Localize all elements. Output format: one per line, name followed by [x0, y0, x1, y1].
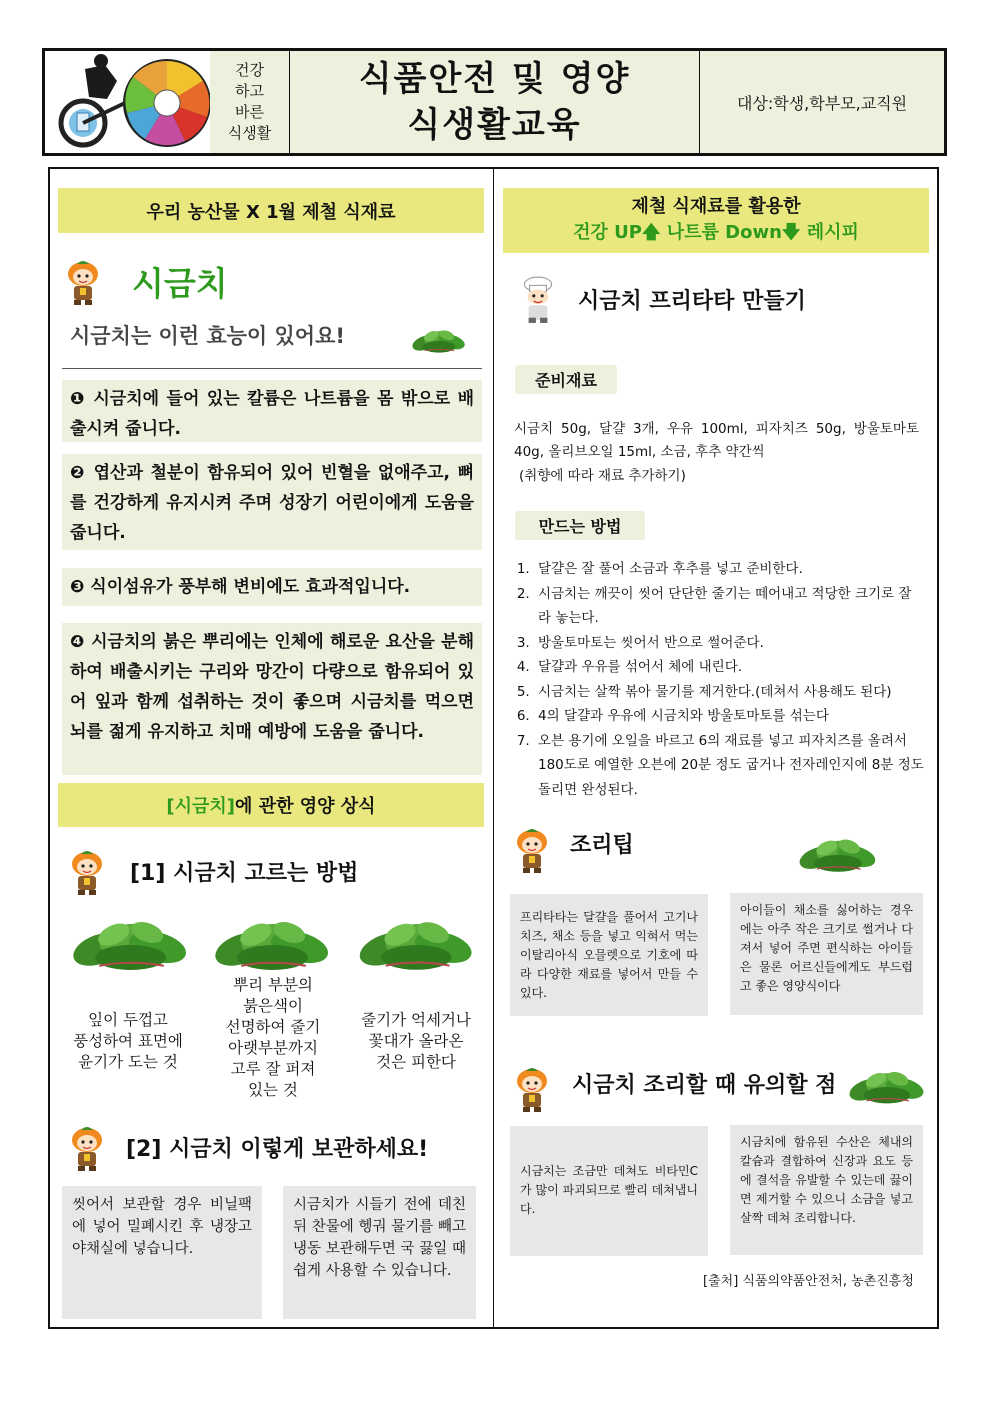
- effect-item: ❹ 시금치의 붉은 뿌리에는 인체에 해로운 요산을 분해하여 배출시키는 구리와 망간이 다량으로 함유되어 있어 잎과 함께 섭취하는 것이 좋으며 시금치를 먹으면 뇌를 젊게 유지하고 치매 예방에 도움을 줍니다.: [62, 623, 482, 775]
- left-banner-text: 우리 농산물 X 1월 제철 식재료: [146, 201, 396, 223]
- title-line-1: 식품안전 및 영양: [358, 59, 631, 99]
- header: [42, 48, 947, 156]
- slogan-line: 하고: [235, 82, 264, 100]
- healthy-eating-logo: [45, 51, 210, 153]
- mascot-icon: [67, 850, 107, 896]
- ingredients-tag: 준비재료: [515, 365, 617, 394]
- nutrition-banner: [58, 783, 484, 827]
- spinach-icon: [68, 912, 193, 978]
- effect-item: ❶ 시금치에 들어 있는 칼륨은 나트륨을 몸 밖으로 배출시켜 줍니다.: [62, 380, 482, 442]
- mascot-icon: [67, 1126, 107, 1172]
- nutrition-banner-text: 에 관한 영양 상식: [235, 796, 376, 817]
- storage-tip: 씻어서 보관할 경우 비닐팩에 넣어 밀폐시킨 후 냉장고 야채실에 넣습니다.: [62, 1186, 262, 1319]
- effects-heading: 시금치는 이런 효능이 있어요!: [70, 324, 345, 348]
- caution-heading: 시금치 조리할 때 유의할 점: [572, 1073, 837, 1098]
- spinach-icon: [846, 1066, 928, 1108]
- page-title: [290, 51, 700, 153]
- slogan: [210, 51, 290, 153]
- caution-item: 시금치에 함유된 수산은 체내의 칼슘과 결합하여 신장과 요도 등에 결석을 유발할 수 있는데 끓이면 제거할 수 있으니 소금을 넣고 살짝 데쳐 조리합니다.: [730, 1125, 923, 1255]
- recipe-step: 5. 시금치는 살짝 볶아 물기를 제거한다.(데쳐서 사용해도 된다): [534, 680, 924, 705]
- slogan-line: 건강: [235, 61, 264, 79]
- slogan-line: 식생활: [227, 124, 272, 142]
- right-banner-line-2: 건강 UP🡅 나트륨 Down🡇 레시피: [573, 221, 859, 243]
- food-name: 시금치: [132, 264, 228, 303]
- ingredients-list: 시금치 50g, 달걀 3개, 우유 100ml, 피자치즈 50g, 방울토마토 40g, 올리브오일 15ml, 소금, 후추 약간씩: [514, 421, 919, 460]
- spinach-icon: [410, 322, 468, 360]
- choose-heading: [1] 시금치 고르는 방법: [130, 861, 359, 886]
- left-banner: [58, 188, 484, 233]
- mascot-icon: [512, 1067, 552, 1113]
- choose-caption: 뿌리 부분의 붉은색이 선명하여 줄기 아랫부분까지 고루 잘 퍼져 있는 것: [225, 976, 321, 1099]
- ingredients-note: (취향에 따라 재료 추가하기): [519, 468, 686, 484]
- right-banner-line-1: 제철 식재료를 활용한: [631, 195, 801, 217]
- spinach-icon: [795, 834, 881, 876]
- recipe-step: 1. 달걀은 잘 풀어 소금과 후추를 넣고 준비한다.: [534, 557, 924, 582]
- right-banner: [503, 188, 929, 253]
- divider-line: [62, 368, 482, 369]
- chef-icon: [516, 276, 560, 324]
- tips-heading: 조리팁: [570, 833, 634, 858]
- slogan-line: 바른: [235, 103, 264, 121]
- storage-heading: [2] 시금치 이렇게 보관하세요!: [126, 1137, 429, 1162]
- recipe-step: 4. 달걀과 우유를 섞어서 체에 내린다.: [534, 655, 924, 680]
- cooking-tip: 프리타타는 달걀을 풀어서 고기나 치즈, 채소 등을 넣고 익혀서 먹는 이탈리아식 오믈렛으로 기호에 따라 다양한 재료를 넣어서 만들 수 있다.: [510, 894, 708, 1016]
- recipe-step: 2. 시금치는 깨끗이 씻어 단단한 줄기는 떼어내고 적당한 크기로 잘라 놓는다.: [534, 582, 924, 631]
- choose-caption: 줄기가 억세거나 꽃대가 올라온 것은 피한다: [361, 1011, 471, 1071]
- choose-caption: 잎이 두껍고 풍성하여 표면에 윤기가 도는 것: [73, 1011, 183, 1071]
- method-tag: 만드는 방법: [515, 511, 645, 540]
- target-audience: 대상:학생,학부모,교직원: [700, 51, 944, 153]
- column-divider: [493, 167, 494, 1329]
- mascot-icon: [63, 260, 103, 306]
- storage-tip: 시금치가 시들기 전에 데친 뒤 찬물에 헹궈 물기를 빼고 냉동 보관해두면 국 끓일 때 쉽게 사용할 수 있습니다.: [283, 1186, 476, 1319]
- mascot-icon: [512, 828, 552, 874]
- spinach-icon: [354, 914, 479, 976]
- recipe-step: 6. 4의 달걀과 우유에 시금치와 방울토마토를 섞는다: [534, 704, 924, 729]
- title-line-2: 식생활교육: [407, 105, 582, 145]
- spinach-icon: [210, 912, 335, 978]
- recipe-title: 시금치 프리타타 만들기: [578, 289, 806, 314]
- recipe-step: 3. 방울토마토는 씻어서 반으로 썰어준다.: [534, 631, 924, 656]
- effect-item: ❷ 엽산과 철분이 함유되어 있어 빈혈을 없애주고, 뼈를 건강하게 유지시켜 주며 성장기 어린이에게 도움을 줍니다.: [62, 454, 482, 550]
- effect-item: ❸ 식이섬유가 풍부해 변비에도 효과적입니다.: [62, 568, 482, 606]
- caution-item: 시금치는 조금만 데쳐도 비타민C가 많이 파괴되므로 빨리 데쳐냅니다.: [510, 1126, 708, 1256]
- nutrition-banner-keyword: [시금치]: [166, 796, 236, 817]
- source-citation: [출처] 식품의약품안전처, 농촌진흥청: [703, 1274, 914, 1289]
- recipe-steps: [514, 557, 924, 802]
- recipe-step: 7. 오븐 용기에 오일을 바르고 6의 재료를 넣고 피자치즈를 올려서 180도로 예열한 오븐에 20분 정도 굽거나 전자레인지에 8분 정도 돌리면 완성된다.: [534, 729, 924, 803]
- cooking-tip: 아이들이 채소를 싫어하는 경우에는 아주 작은 크기로 썰거나 다져서 넣어 주면 편식하는 아이들은 물론 어르신들에게도 부드럽고 좋은 영양식이다: [730, 893, 923, 1015]
- bicycle-plate-logo-icon: [45, 51, 210, 153]
